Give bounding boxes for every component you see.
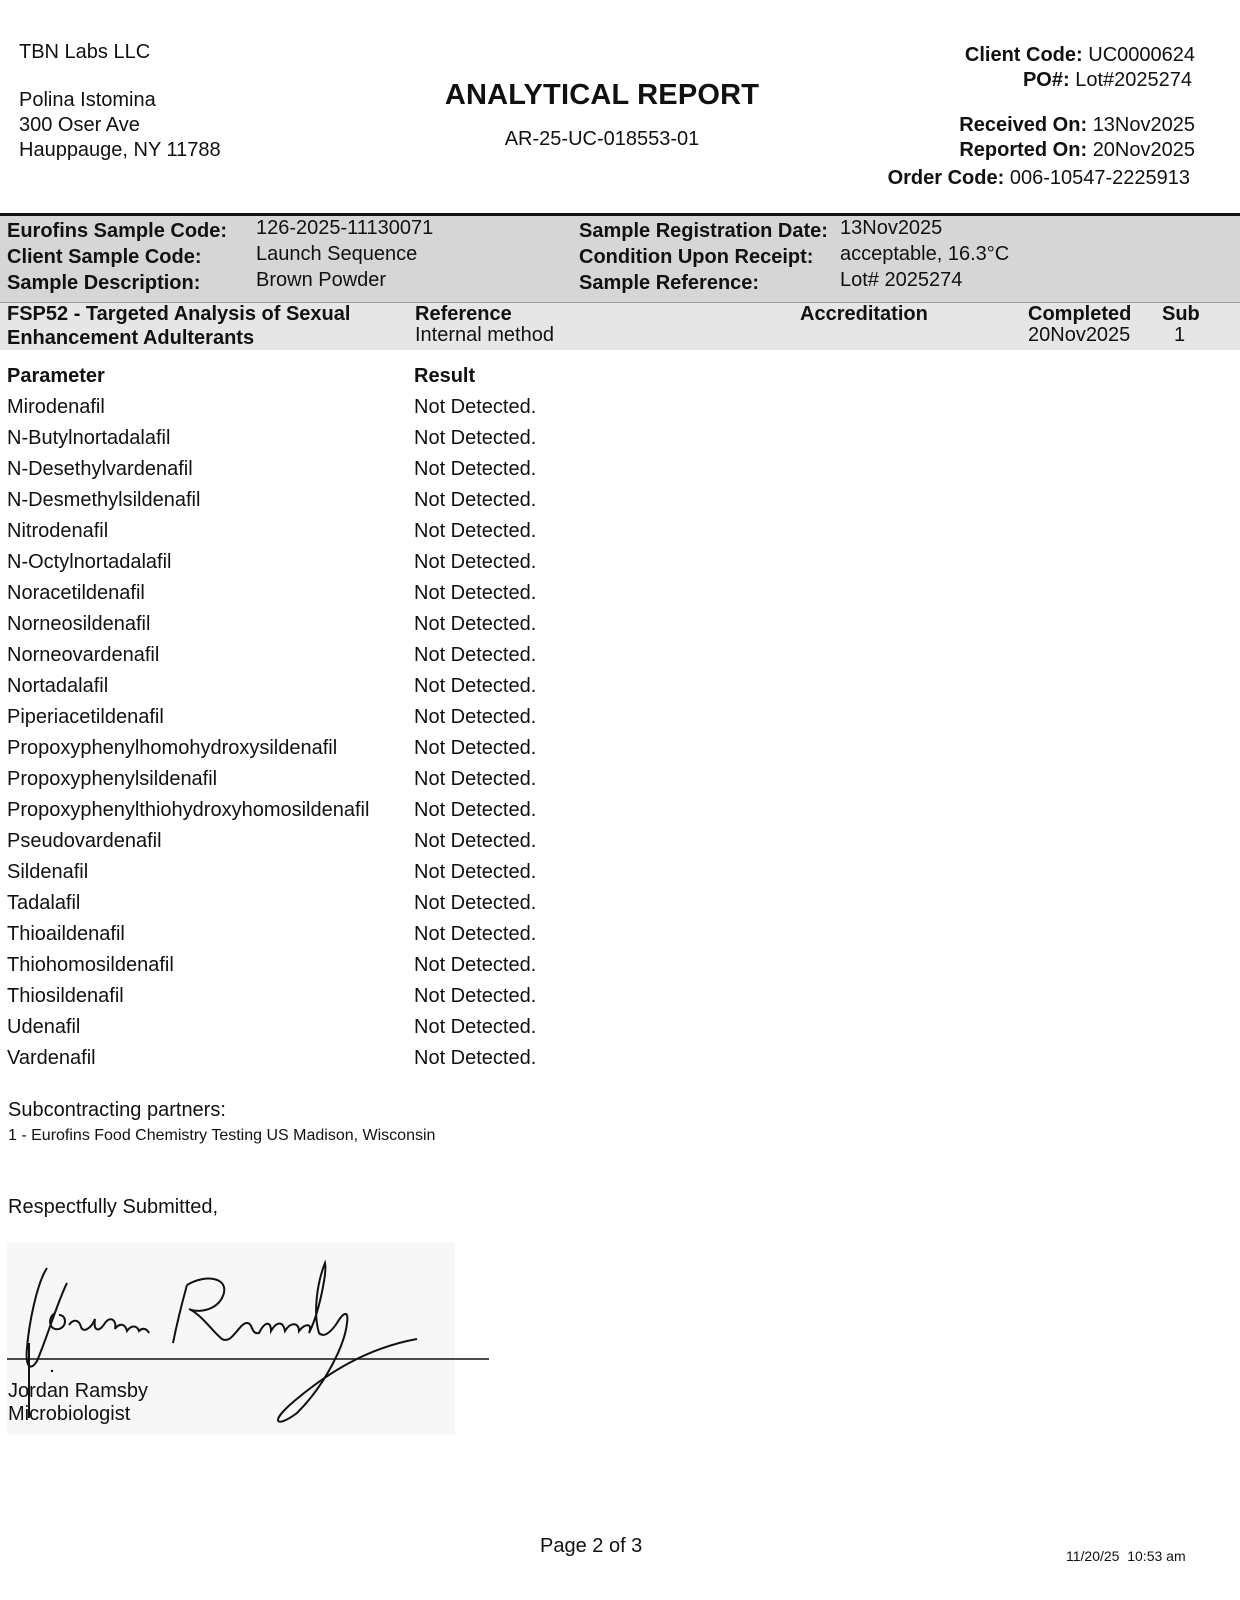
parameter-cell: Nortadalafil xyxy=(7,675,109,697)
description-label: Sample Description: xyxy=(7,272,201,294)
sender-street: 300 Oser Ave xyxy=(19,114,140,136)
result-cell: Not Detected. xyxy=(414,923,537,945)
parameter-cell: Norneovardenafil xyxy=(7,644,160,666)
result-cell: Not Detected. xyxy=(414,799,537,821)
client-sample-value: Launch Sequence xyxy=(256,243,418,265)
result-cell: Not Detected. xyxy=(414,675,537,697)
reported-label: Reported On: xyxy=(959,139,1088,161)
eurofins-code-value: 126-2025-11130071 xyxy=(256,217,434,239)
page-number: Page 2 of 3 xyxy=(540,1535,643,1557)
result-cell: Not Detected. xyxy=(414,954,537,976)
parameter-cell: N-Desmethylsildenafil xyxy=(7,489,201,511)
eurofins-code-label: Eurofins Sample Code: xyxy=(7,220,228,242)
order-label: Order Code: xyxy=(887,167,1005,189)
result-cell: Not Detected. xyxy=(414,737,537,759)
result-cell: Not Detected. xyxy=(414,582,537,604)
parameter-cell: Thiosildenafil xyxy=(7,985,124,1007)
parameter-header: Parameter xyxy=(7,365,105,387)
po-value: Lot#2025274 xyxy=(1075,69,1192,91)
result-header: Result xyxy=(414,365,476,387)
signer-name: Jordan Ramsby xyxy=(8,1380,149,1402)
parameter-cell: Propoxyphenylsildenafil xyxy=(7,768,218,790)
parameter-cell: Mirodenafil xyxy=(7,396,105,418)
parameter-cell: Tadalafil xyxy=(7,892,81,914)
reference-value: Internal method xyxy=(415,324,554,346)
completed-header: Completed xyxy=(1028,303,1132,325)
parameter-cell: Norneosildenafil xyxy=(7,613,151,635)
result-cell: Not Detected. xyxy=(414,985,537,1007)
sample-reference-value: Lot# 2025274 xyxy=(840,269,963,291)
client-codes xyxy=(965,43,1195,93)
condition-label: Condition Upon Receipt: xyxy=(579,246,814,268)
parameter-cell: Vardenafil xyxy=(7,1047,96,1069)
result-cell: Not Detected. xyxy=(414,489,537,511)
client-code-value: UC0000624 xyxy=(1088,44,1195,66)
result-cell: Not Detected. xyxy=(414,613,537,635)
parameter-cell: Propoxyphenylhomohydroxysildenafil xyxy=(7,737,338,759)
sender-company: TBN Labs LLC xyxy=(19,41,151,63)
parameter-cell: N-Desethylvardenafil xyxy=(7,458,193,480)
result-cell: Not Detected. xyxy=(414,427,537,449)
client-sample-label: Client Sample Code: xyxy=(7,246,202,268)
reported-value: 20Nov2025 xyxy=(1092,139,1195,161)
result-cell: Not Detected. xyxy=(414,706,537,728)
closing-text: Respectfully Submitted, xyxy=(8,1196,219,1218)
result-cell: Not Detected. xyxy=(414,644,537,666)
client-dates xyxy=(959,113,1195,163)
parameter-cell: Piperiacetildenafil xyxy=(7,706,164,728)
result-cell: Not Detected. xyxy=(414,892,537,914)
received-label: Received On: xyxy=(959,114,1088,136)
received-value: 13Nov2025 xyxy=(1092,114,1195,136)
signer-title: Microbiologist xyxy=(8,1403,131,1425)
sample-reference-label: Sample Reference: xyxy=(579,272,760,294)
parameter-cell: Sildenafil xyxy=(7,861,89,883)
subcontracting-partner: 1 - Eurofins Food Chemistry Testing US Madison, Wisconsin xyxy=(8,1127,436,1144)
reference-header: Reference xyxy=(415,303,512,325)
registration-label: Sample Registration Date: xyxy=(579,220,828,242)
method-name-line1: FSP52 - Targeted Analysis of Sexual xyxy=(7,303,351,325)
parameter-cell: Thiohomosildenafil xyxy=(7,954,174,976)
result-cell: Not Detected. xyxy=(414,551,537,573)
subcontracting-heading: Subcontracting partners: xyxy=(8,1099,226,1121)
description-value: Brown Powder xyxy=(256,269,387,291)
parameter-cell: N-Octylnortadalafil xyxy=(7,551,172,573)
registration-value: 13Nov2025 xyxy=(840,217,943,239)
result-cell: Not Detected. xyxy=(414,396,537,418)
method-name-line2: Enhancement Adulterants xyxy=(7,327,255,349)
report-title: ANALYTICAL REPORT xyxy=(444,79,760,111)
sender-name: Polina Istomina xyxy=(19,89,156,111)
sender-city: Hauppauge, NY 11788 xyxy=(19,139,221,161)
parameter-cell: Thioaildenafil xyxy=(7,923,125,945)
parameter-cell: Propoxyphenylthiohydroxyhomosildenafil xyxy=(7,799,370,821)
print-timestamp: 11/20/25 10:53 am xyxy=(1066,1548,1186,1564)
parameter-cell: Pseudovardenafil xyxy=(7,830,162,852)
report-number: AR-25-UC-018553-01 xyxy=(504,128,700,150)
result-cell: Not Detected. xyxy=(414,768,537,790)
completed-value: 20Nov2025 xyxy=(1028,324,1131,346)
sub-header: Sub xyxy=(1162,303,1200,325)
parameter-cell: N-Butylnortadalafil xyxy=(7,427,171,449)
order-code xyxy=(888,167,1190,190)
accreditation-header: Accreditation xyxy=(800,303,928,325)
po-label: PO#: xyxy=(1022,69,1070,91)
result-cell: Not Detected. xyxy=(414,861,537,883)
sub-value: 1 xyxy=(1174,324,1186,346)
parameter-cell: Noracetildenafil xyxy=(7,582,145,604)
result-cell: Not Detected. xyxy=(414,830,537,852)
parameter-cell: Udenafil xyxy=(7,1016,81,1038)
result-cell: Not Detected. xyxy=(414,520,537,542)
result-cell: Not Detected. xyxy=(414,458,537,480)
result-cell: Not Detected. xyxy=(414,1016,537,1038)
result-cell: Not Detected. xyxy=(414,1047,537,1069)
condition-value: acceptable, 16.3°C xyxy=(840,243,1010,265)
order-value: 006-10547-2225913 xyxy=(1009,167,1190,189)
parameter-cell: Nitrodenafil xyxy=(7,520,109,542)
client-code-label: Client Code: xyxy=(964,44,1083,66)
